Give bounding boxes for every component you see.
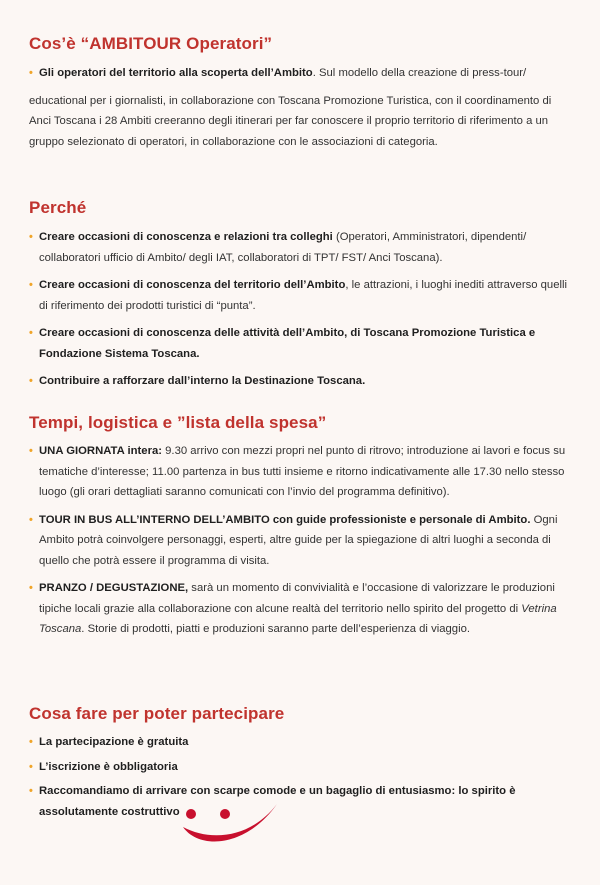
item-text: sarà un momento di convivialità e l’occasione di valorizzare le produzioni tipiche locali grazie alla collaborazione con alcune realtà del territorio nello spirito del progetto di [39,582,555,615]
item-text: (Operatori, Amministratori, dipendenti/ collaboratori ufficio di Ambito/ degli IAT, collaboratori di TPT/ FST/ Anci Toscana). [39,231,527,264]
item-bold: L’iscrizione è obbligatoria [39,760,178,773]
paragraph-continuation: educational per i giornalisti, in collaborazione con Toscana Promozione Turistica, con il coordinamento di Anci Toscana i 28 Ambiti creeranno degli itinerari per far conoscere il proprio territorio di riferimento a un gruppo selezionato di operatori, in collaborazione con le associazioni di categoria. [29,94,552,148]
item-bold: Creare occasioni di conoscenza e relazioni tra colleghi [39,231,333,243]
list-item [29,323,574,364]
item-text: . Storie di prodotti, piatti e produzioni saranno parte dell’esperienza di viaggio. [81,623,471,635]
list-item [29,781,574,822]
list-item [29,371,574,392]
item-bold: Creare occasioni di conoscenza delle attività dell’Ambito, di Toscana Promozione Turistica e Fondazione Sistema Toscana. [39,327,536,360]
item-text: , le attrazioni, i luoghi inediti attraverso quelli di riferimento dei prodotti turistici di “punta”. [39,279,568,312]
bullet-icon: • [29,785,33,797]
section-body-cosa-fare [29,732,574,822]
bullet-icon: • [29,513,33,526]
item-italic: Vetrina Toscana [39,602,557,635]
list-item [29,757,574,778]
section-body-tempi [29,441,574,640]
bullet-icon: • [29,736,33,748]
section-body-perche [29,227,574,392]
item-text: . Sul modello della creazione di press-tour/ [312,67,527,79]
list-item [29,63,574,84]
bullet-icon: • [29,327,33,339]
bullet-icon: • [29,67,33,79]
section-title-cosa-fare: Cosa fare per poter partecipare [29,704,285,723]
item-bold: Gli operatori del territorio alla scoperta dell’Ambito [39,67,313,79]
list-item [29,732,574,753]
item-bold: Creare occasioni di conoscenza del territorio dell’Ambito [39,279,346,291]
list-item [29,227,574,268]
item-bold: PRANZO / DEGUSTAZIONE, [39,582,189,594]
bullet-icon: • [29,279,33,291]
list-item [29,441,574,503]
item-bold: TOUR IN BUS ALL’INTERNO DELL’AMBITO con guide professioniste e personale di Ambito. [39,513,531,526]
section-title-cose: Cos’è “AMBITOUR Operatori” [29,34,273,53]
item-bold: Raccomandiamo di arrivare con scarpe comode e un bagaglio di entusiasmo: lo spirito è assolutamente costruttivo [39,785,516,818]
bullet-icon: • [29,760,33,773]
list-item [29,578,574,640]
bullet-icon: • [29,582,33,594]
item-bold: Contribuire a rafforzare dall’interno la Destinazione Toscana. [39,375,366,387]
item-bold: La partecipazione è gratuita [39,736,189,748]
item-bold: UNA GIORNATA intera: [39,445,163,457]
smile-icon [181,800,281,850]
section-body-cose [29,63,574,152]
bullet-icon: • [29,445,33,457]
item-text: Ogni Ambito potrà coinvolgere personaggi, esperti, altre guide per la spiegazione di altri luoghi a seconda di quello che potrà essere il programma di visita. [39,513,558,567]
section-title-perche: Perché [29,198,87,217]
list-item [29,275,574,316]
section-title-tempi: Tempi, logistica e ”lista della spesa” [29,413,327,432]
bullet-icon: • [29,375,33,387]
item-text: 9.30 arrivo con mezzi propri nel punto di ritrovo; introduzione ai lavori e focus su tematiche d’interesse; 11.00 partenza in bus tutti insieme e ritorno indicativamente alle 17.30 nello stesso luogo (gli orari dettagliati saranno comunicati con l’invio del programma definitivo). [39,445,566,498]
list-item [29,510,574,572]
bullet-icon: • [29,231,33,243]
